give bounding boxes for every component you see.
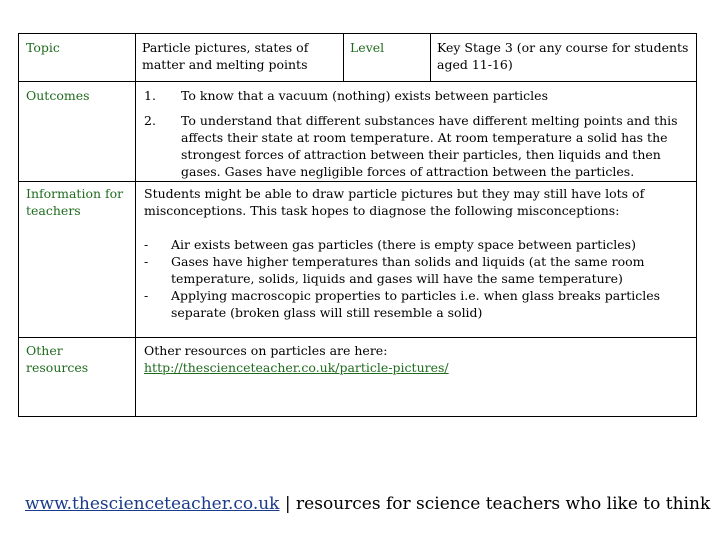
teacher-info-intro: Students might be able to draw particle pictures but they may still have lots of misconceptions. This task hopes to diagnose the following misconceptions: — [144, 186, 645, 218]
other-resources-label: Other resources — [26, 343, 89, 375]
row-divider — [19, 181, 696, 182]
particle-pictures-link[interactable]: http://thescienceteacher.co.uk/particle-pictures/ — [144, 360, 449, 375]
misconception-item: Air exists between gas particles (there is empty space between particles) — [171, 237, 636, 252]
topic-label: Topic — [26, 40, 60, 55]
teacher-info-label: Information for teachers — [26, 186, 124, 218]
other-resources-text: Other resources on particles are here: — [144, 343, 388, 358]
bullet-dash: - — [144, 254, 149, 269]
lesson-info-table — [18, 33, 697, 417]
row-divider — [19, 81, 696, 82]
row-divider — [19, 337, 696, 338]
column-divider — [135, 34, 136, 417]
misconception-item: Gases have higher temperatures than solids and liquids (at the same room temperature, solids, liquids and gases will have the same temperature) — [171, 254, 645, 286]
outcome-number: 2. — [144, 113, 156, 128]
outcome-text: To know that a vacuum (nothing) exists between particles — [181, 88, 548, 103]
footer-site-link[interactable]: www.thescienceteacher.co.uk — [25, 494, 280, 514]
column-divider — [343, 34, 344, 81]
topic-value: Particle pictures, states of matter and melting points — [142, 40, 309, 72]
footer — [25, 493, 710, 515]
footer-tagline: resources for science teachers who like to think — [296, 494, 711, 514]
outcomes-label: Outcomes — [26, 88, 90, 103]
bullet-dash: - — [144, 237, 149, 252]
level-label: Level — [350, 40, 385, 55]
outcome-text: To understand that different substances have different melting points and this affects their state at room temperature. At room temperature a solid has the strongest forces of attraction between their particles, then liquids and then gases. Gases have negligible forces of attraction between the particles. — [181, 113, 678, 179]
outcome-number: 1. — [144, 88, 156, 103]
misconception-item: Applying macroscopic properties to particles i.e. when glass breaks particles separate (broken glass will still resemble a solid) — [171, 288, 661, 320]
footer-separator: | — [284, 494, 291, 514]
column-divider — [430, 34, 431, 81]
level-value: Key Stage 3 (or any course for students aged 11-16) — [437, 40, 689, 72]
bullet-dash: - — [144, 288, 149, 303]
